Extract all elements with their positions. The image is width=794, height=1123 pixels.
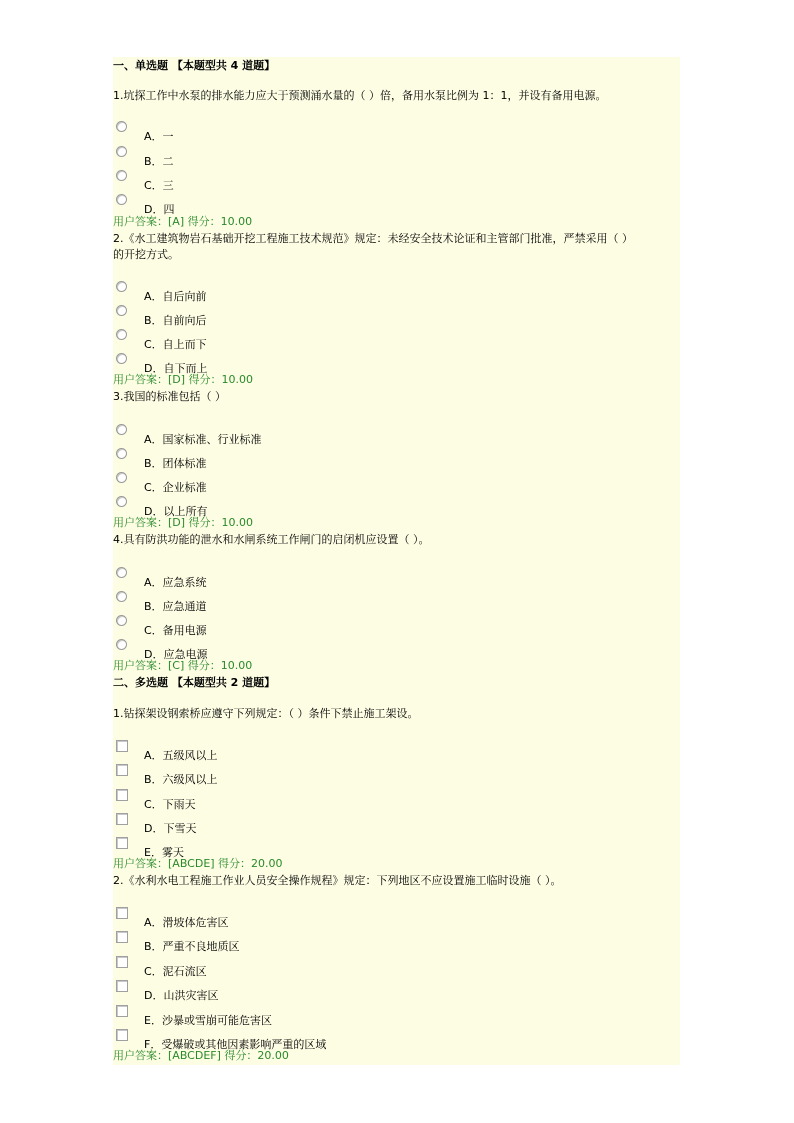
option-label: D．四 [144,203,175,216]
checkbox[interactable] [116,837,128,849]
radio-button[interactable] [116,170,127,181]
option-label: B．严重不良地质区 [144,940,240,953]
checkbox[interactable] [116,764,128,776]
radio-button[interactable] [116,448,127,459]
checkbox[interactable] [116,813,128,825]
checkbox[interactable] [116,740,128,752]
checkbox[interactable] [116,1029,128,1041]
radio-button[interactable] [116,639,127,650]
option-label: B．应急通道 [144,600,207,613]
option-label: D．下雪天 [144,822,197,835]
radio-button[interactable] [116,329,127,340]
user-answer: 用户答案：[D] 得分：10.00 [113,373,254,386]
option-label: C．三 [144,179,174,192]
option-label: A．国家标准、行业标准 [144,433,262,446]
section-title-single-choice: 一、单选题 【本题型共 4 道题】 [113,59,276,72]
option-label: D．自下而上 [144,362,208,375]
checkbox[interactable] [116,789,128,801]
checkbox[interactable] [116,956,128,968]
option-label: C．泥石流区 [144,965,207,978]
radio-button[interactable] [116,353,127,364]
option-label: B．二 [144,155,174,168]
radio-button[interactable] [116,194,127,205]
user-answer: 用户答案：[A] 得分：10.00 [113,215,253,228]
option-label: E．沙暴或雪崩可能危害区 [144,1014,272,1027]
question-text: 1.钻探架设钢索桥应遵守下列规定：（ ）条件下禁止施工架设。 [113,707,419,720]
question-text: 2.《水工建筑物岩石基础开挖工程施工技术规范》规定：未经安全技术论证和主管部门批准，严禁采用（ ） [113,232,633,245]
option-label: F．受爆破或其他因素影响严重的区域 [144,1038,327,1051]
radio-button[interactable] [116,424,127,435]
option-label: E．雾天 [144,846,184,859]
radio-button[interactable] [116,591,127,602]
option-label: D．山洪灾害区 [144,989,219,1002]
radio-button[interactable] [116,615,127,626]
question-text: 4.具有防洪功能的泄水和水闸系统工作闸门的启闭机应设置（ ）。 [113,533,430,546]
option-label: C．自上而下 [144,338,207,351]
checkbox[interactable] [116,1005,128,1017]
user-answer: 用户答案：[ABCDE] 得分：20.00 [113,857,283,870]
radio-button[interactable] [116,472,127,483]
option-label: D．应急电源 [144,648,208,661]
checkbox[interactable] [116,931,128,943]
question-text: 3.我国的标准包括（ ） [113,390,226,403]
option-label: A．一 [144,130,174,143]
option-label: B．团体标准 [144,457,207,470]
checkbox[interactable] [116,907,128,919]
option-label: A．滑坡体危害区 [144,916,229,929]
radio-button[interactable] [116,281,127,292]
option-label: A．自后向前 [144,290,207,303]
section-title-multiple-choice: 二、多选题 【本题型共 2 道题】 [113,676,276,689]
user-answer: 用户答案：[ABCDEF] 得分：20.00 [113,1049,289,1062]
user-answer: 用户答案：[D] 得分：10.00 [113,516,254,529]
option-label: B．六级风以上 [144,773,218,786]
option-label: A．五级风以上 [144,749,218,762]
option-label: A．应急系统 [144,576,207,589]
question-text-continued: 的开挖方式。 [113,248,179,261]
radio-button[interactable] [116,496,127,507]
option-label: D．以上所有 [144,505,208,518]
checkbox[interactable] [116,980,128,992]
question-text: 2.《水利水电工程施工作业人员安全操作规程》规定：下列地区不应设置施工临时设施（ ）。 [113,874,562,887]
option-label: C．企业标准 [144,481,207,494]
question-text: 1.坑探工作中水泵的排水能力应大于预测涌水量的（ ）倍，备用水泵比例为 1：1，并设有备用电源。 [113,89,607,102]
radio-button[interactable] [116,121,127,132]
option-label: C．下雨天 [144,798,196,811]
user-answer: 用户答案：[C] 得分：10.00 [113,659,253,672]
radio-button[interactable] [116,305,127,316]
radio-button[interactable] [116,567,127,578]
option-label: B．自前向后 [144,314,207,327]
exam-page [113,57,680,1065]
radio-button[interactable] [116,146,127,157]
option-label: C．备用电源 [144,624,207,637]
